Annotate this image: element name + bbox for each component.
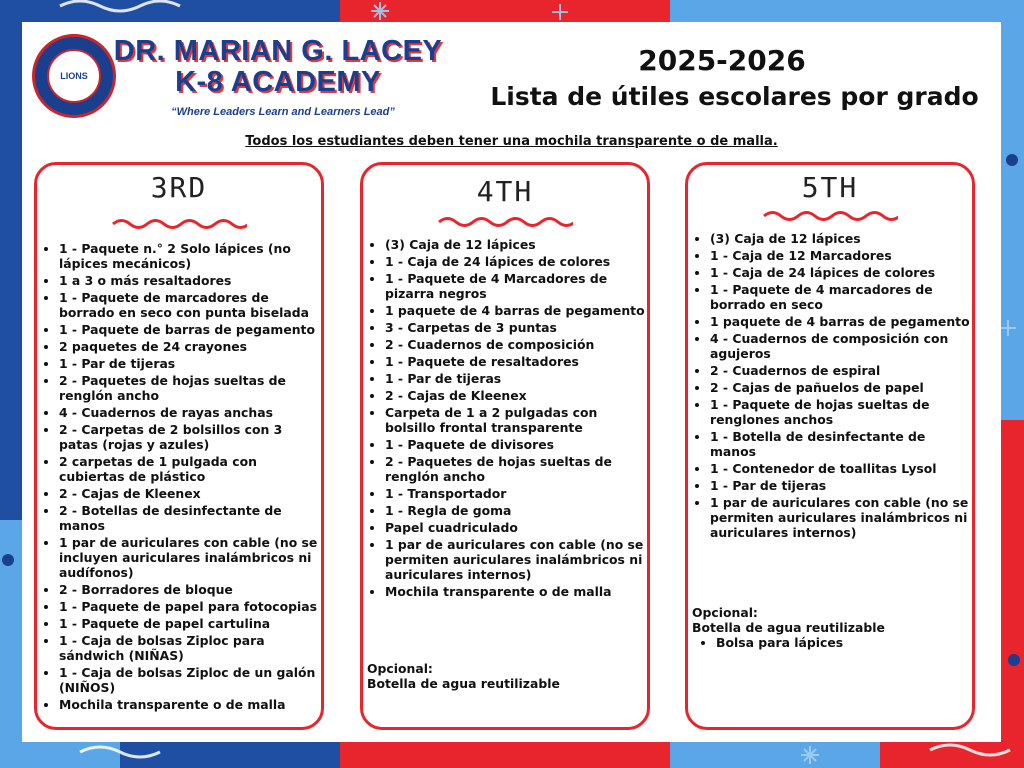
supply-list: [367, 237, 647, 601]
optional-line: Botella de agua reutilizable: [692, 620, 885, 635]
school-logo: [32, 34, 116, 118]
list-item: • 1 - Caja de 24 lápices de colores: [385, 254, 647, 269]
logo-text: LIONS: [60, 71, 88, 81]
list-item: • 1 par de auriculares con cable (no se permiten auriculares inalámbricos ni auriculares internos): [710, 495, 972, 540]
optional-label: Opcional:: [692, 605, 758, 620]
list-item: • 1 - Caja de 24 lápices de colores: [710, 265, 972, 280]
list-item: • 2 - Cajas de pañuelos de papel: [710, 380, 972, 395]
grade-column-5th: [685, 162, 975, 730]
optional-line: Botella de agua reutilizable: [367, 676, 560, 691]
school-name-line2: K-8 ACADEMY: [175, 66, 381, 98]
list-item: • 1 par de auriculares con cable (no se incluyen auriculares inalámbricos ni audífonos): [59, 535, 321, 580]
list-item: • 1 - Regla de goma: [385, 503, 647, 518]
list-item: • 2 - Botellas de desinfectante de manos: [59, 503, 321, 533]
squiggle-divider: [762, 209, 898, 223]
optional-list: [692, 635, 962, 650]
list-item: • 1 - Caja de 12 Marcadores: [710, 248, 972, 263]
list-item: • 1 - Paquete de marcadores de borrado en seco con punta biselada: [59, 290, 321, 320]
list-item: • 1 - Caja de bolsas Ziploc para sándwich (NIÑAS): [59, 633, 321, 663]
list-item: • 1 - Paquete de barras de pegamento: [59, 322, 321, 337]
list-item: • (3) Caja de 12 lápices: [710, 231, 972, 246]
list-item: • 1 paquete de 4 barras de pegamento: [710, 314, 972, 329]
school-name-line1: DR. MARIAN G. LACEY: [113, 35, 443, 67]
list-item: • 2 - Cajas de Kleenex: [59, 486, 321, 501]
list-item: • Bolsa para lápices: [716, 635, 962, 650]
list-item: • 1 - Botella de desinfectante de manos: [710, 429, 972, 459]
list-item: • 2 - Paquetes de hojas sueltas de renglón ancho: [385, 454, 647, 484]
list-item: • Mochila transparente o de malla: [385, 584, 647, 599]
school-motto: “Where Leaders Learn and Learners Lead”: [171, 106, 395, 118]
optional-label: Opcional:: [367, 661, 433, 676]
list-item: • 1 - Paquete de papel cartulina: [59, 616, 321, 631]
list-item: • 2 - Carpetas de 2 bolsillos con 3 patas (rojas y azules): [59, 422, 321, 452]
list-item: • 2 carpetas de 1 pulgada con cubiertas de plástico: [59, 454, 321, 484]
list-item: • 2 - Paquetes de hojas sueltas de renglón ancho: [59, 373, 321, 403]
squiggle-divider: [437, 215, 573, 229]
optional-section: [367, 661, 637, 691]
list-item: • Papel cuadriculado: [385, 520, 647, 535]
grade-column-4th: [360, 162, 650, 730]
list-item: • 1 - Par de tijeras: [385, 371, 647, 386]
list-item: • 2 paquetes de 24 crayones: [59, 339, 321, 354]
list-item: • Carpeta de 1 a 2 pulgadas con bolsillo frontal transparente: [385, 405, 647, 435]
list-item: • 1 - Par de tijeras: [710, 478, 972, 493]
list-item: • 1 - Paquete n.° 2 Solo lápices (no lápices mecánicos): [59, 241, 321, 271]
list-item: • 1 - Paquete de 4 Marcadores de pizarra negros: [385, 271, 647, 301]
supply-list-sheet: [22, 22, 1001, 742]
list-item: • 1 - Caja de bolsas Ziploc de un galón (NIÑOS): [59, 665, 321, 695]
supply-list: [692, 231, 972, 542]
list-item: • 3 - Carpetas de 3 puntas: [385, 320, 647, 335]
list-item: • 1 - Par de tijeras: [59, 356, 321, 371]
squiggle-divider: [111, 217, 247, 231]
list-item: • 1 - Paquete de resaltadores: [385, 354, 647, 369]
list-item: • 1 - Transportador: [385, 486, 647, 501]
list-item: • 1 paquete de 4 barras de pegamento: [385, 303, 647, 318]
grade-column-3rd: [34, 162, 324, 730]
optional-section: [692, 605, 962, 650]
grade-heading: 4TH: [476, 175, 534, 208]
list-item: • 2 - Cuadernos de composición: [385, 337, 647, 352]
list-item: • 4 - Cuadernos de composición con agujeros: [710, 331, 972, 361]
list-item: • 2 - Cajas de Kleenex: [385, 388, 647, 403]
list-item: • 4 - Cuadernos de rayas anchas: [59, 405, 321, 420]
list-item: • 1 - Paquete de 4 marcadores de borrado en seco: [710, 282, 972, 312]
school-year: 2025-2026: [638, 44, 806, 77]
page-title: Lista de útiles escolares por grado: [490, 82, 979, 111]
supply-list: [41, 241, 321, 714]
list-item: • (3) Caja de 12 lápices: [385, 237, 647, 252]
grade-heading: 5TH: [801, 171, 859, 204]
list-item: • 1 - Paquete de hojas sueltas de renglones anchos: [710, 397, 972, 427]
list-item: • 1 - Paquete de divisores: [385, 437, 647, 452]
list-item: • 1 - Paquete de papel para fotocopias: [59, 599, 321, 614]
logo-lion-emblem: [47, 49, 101, 103]
list-item: • 2 - Cuadernos de espiral: [710, 363, 972, 378]
school-name: [108, 36, 448, 98]
list-item: • 1 - Contenedor de toallitas Lysol: [710, 461, 972, 476]
list-item: • 2 - Borradores de bloque: [59, 582, 321, 597]
list-item: • 1 par de auriculares con cable (no se permiten auriculares inalámbricos ni auriculares internos): [385, 537, 647, 582]
list-item: • 1 a 3 o más resaltadores: [59, 273, 321, 288]
backpack-notice: Todos los estudiantes deben tener una mochila transparente o de malla.: [245, 134, 778, 149]
grade-heading: 3RD: [150, 171, 208, 204]
list-item: • Mochila transparente o de malla: [59, 697, 321, 712]
